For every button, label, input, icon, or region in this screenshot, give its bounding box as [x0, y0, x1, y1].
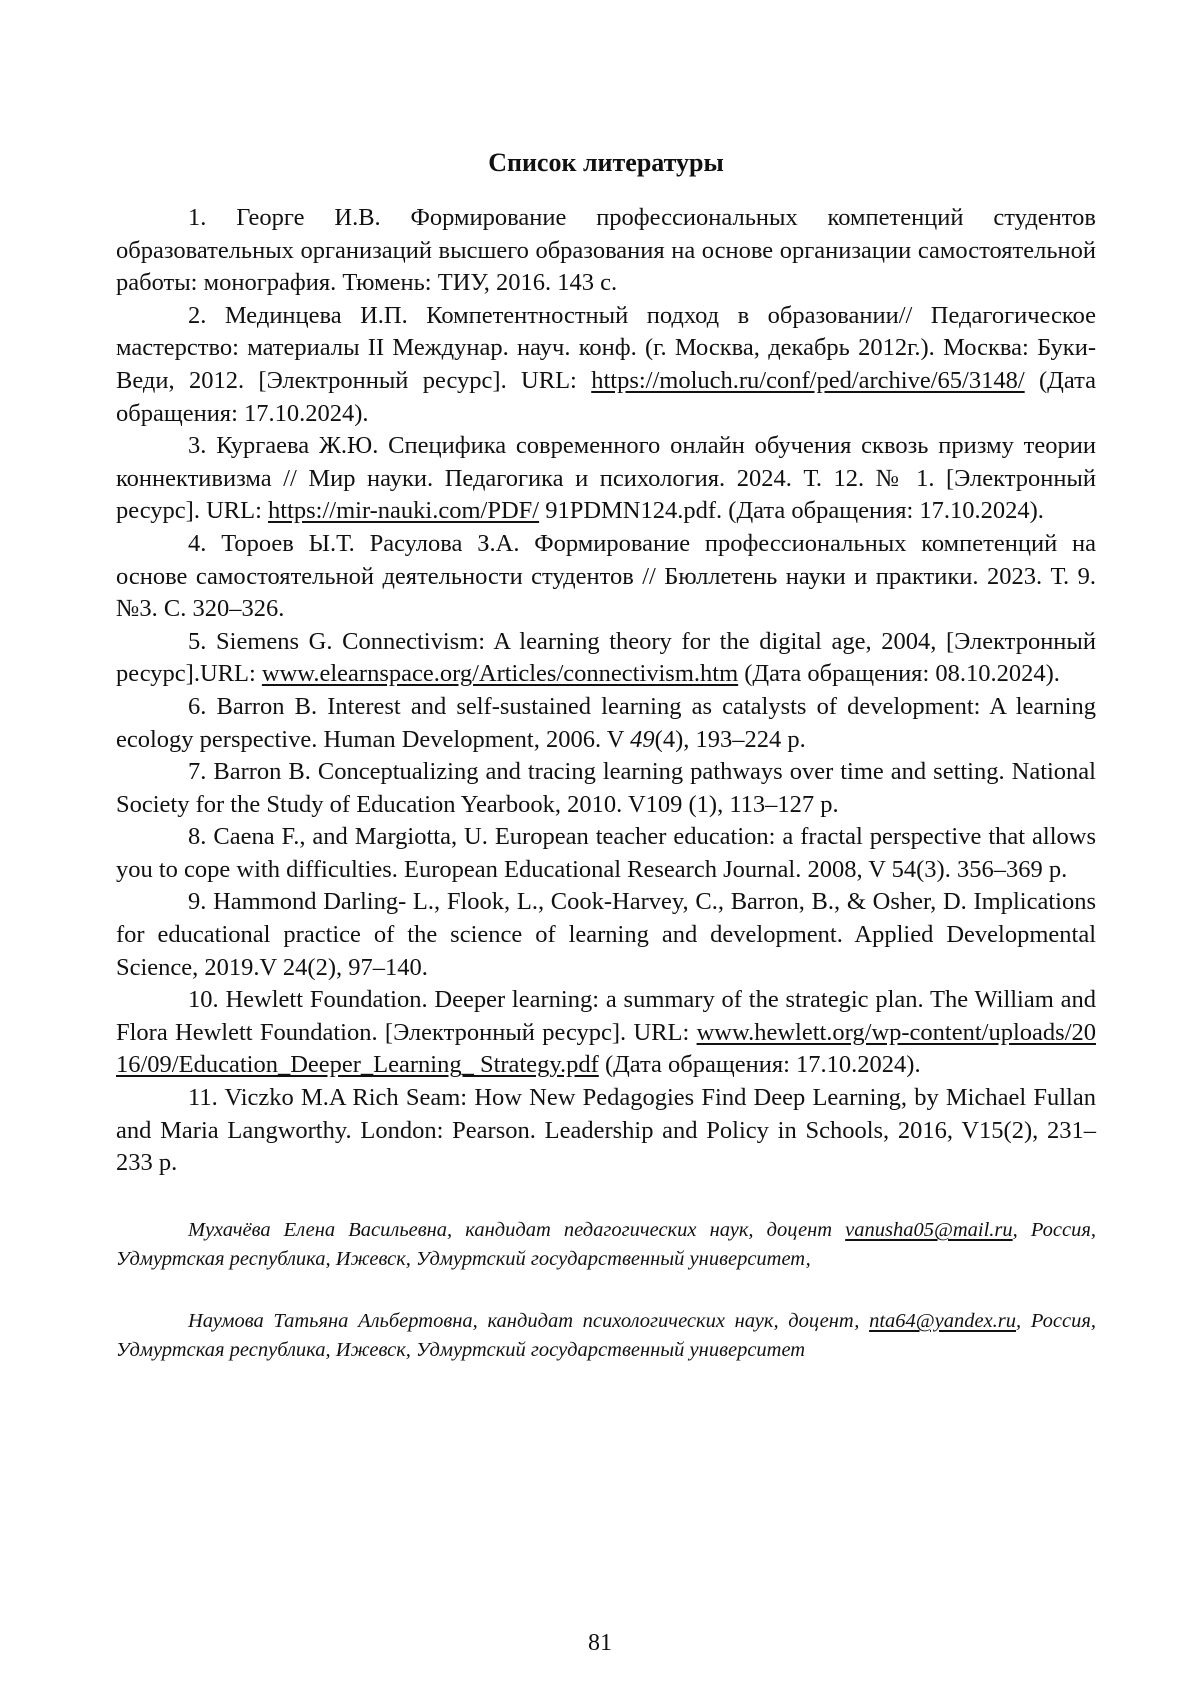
reference-item-9 — [116, 886, 1096, 984]
reference-text-after: 91PDMN124.pdf. (Дата обращения: 17.10.2024). — [539, 497, 1044, 525]
author-text: Наумова Татьяна Альбертовна, кандидат психологических наук, доцент, — [188, 1309, 870, 1332]
reference-url-link[interactable]: https://mir-nauki.com/PDF/ — [268, 497, 540, 525]
reference-text: 5. Siemens G. Connectivism: A learning theory for the digital age, 2004, [Электронный ресурс].URL: — [116, 627, 1096, 688]
section-title: Список литературы — [488, 148, 724, 177]
reference-item-4 — [116, 528, 1096, 626]
reference-volume-italic: 49 — [630, 725, 655, 753]
author-info-2 — [116, 1307, 1096, 1365]
reference-text: 10. Hewlett Foundation. Deeper learning: a summary of the strategic plan. The William and Flora Hewlett Foundation. [Электронный ресурс]. URL: — [116, 986, 1096, 1046]
reference-item-3 — [116, 430, 1096, 528]
reference-text: 2. Мединцева И.П. Компетентностный подход в образовании// Педагогическое мастерство: материалы II Междунар. науч. конф. (г. Москва, декабрь 2012г.). Москва: Буки-Веди, 2012. [Электронный ресурс]. URL: — [116, 301, 1096, 394]
author-email-link[interactable]: vanusha05@mail.ru — [845, 1218, 1013, 1241]
author-affiliation: , Россия, Удмуртская республика, Ижевск, Удмуртский государственный университет — [116, 1309, 1096, 1361]
reference-text-after: (Дата обращения: 17.10.2024). — [116, 366, 1096, 427]
reference-text: 1. Георге И.В. Формирование профессиональных компетенций студентов образовательных организаций высшего образования на основе организации самостоятельной работы: монография. Тюмень: ТИУ, 2016. 143 с. — [116, 204, 1096, 297]
page-content — [116, 146, 1096, 1365]
reference-item-11 — [116, 1082, 1096, 1180]
reference-list — [116, 202, 1096, 1180]
reference-text-after: (4), 193–224 p. — [654, 725, 806, 753]
reference-item-5 — [116, 626, 1096, 691]
reference-url-link[interactable]: https://moluch.ru/conf/ped/archive/65/3148/ — [591, 366, 1025, 394]
reference-text: 3. Кургаева Ж.Ю. Специфика современного онлайн обучения сквозь призму теории коннективизма // Мир науки. Педагогика и психология. 2024. Т. 12. № 1. [Электронный ресурс]. URL: — [116, 432, 1096, 525]
reference-text: 4. Тороев Ы.Т. Расулова З.А. Формирование профессиональных компетенций на основе самостоятельной деятельности студентов // Бюллетень науки и практики. 2023. Т. 9. №3. С. 320–326. — [116, 529, 1096, 623]
author-info-1 — [116, 1216, 1096, 1274]
reference-url-link[interactable]: www.hewlett.org/wp-content/uploads/2016/09/Education_Deeper_Learning_ Strategy.pdf — [116, 1018, 1096, 1079]
reference-item-1 — [116, 202, 1096, 300]
reference-item-7 — [116, 756, 1096, 821]
reference-item-2 — [116, 300, 1096, 430]
author-text: Мухачёва Елена Васильевна, кандидат педагогических наук, доцент — [188, 1218, 846, 1241]
page-number: 81 — [588, 1630, 612, 1656]
reference-text: 11. Viczko M.A Rich Seam: How New Pedagogies Find Deep Learning, by Michael Fullan and Maria Langworthy. London: Pearson. Leadership and Policy in Schools, 2016, V15(2), 231–233 p. — [116, 1084, 1096, 1177]
reference-text: 8. Caena F., and Margiotta, U. European teacher education: a fractal perspective that allows you to cope with difficulties. European Educational Research Journal. 2008, V 54(3). 356–369 p. — [116, 823, 1096, 883]
author-affiliation: , Россия, Удмуртская республика, Ижевск, Удмуртский государственный университет, — [116, 1218, 1096, 1270]
reference-item-8 — [116, 821, 1096, 886]
reference-text: 6. Barron B. Interest and self-sustained learning as catalysts of development: A learning ecology perspective. Human Development, 2006. V — [116, 692, 1096, 753]
reference-text-after: (Дата обращения: 17.10.2024). — [598, 1051, 921, 1079]
reference-text: 7. Barron B. Conceptualizing and tracing learning pathways over time and setting. National Society for the Study of Education Yearbook, 2010. V109 (1), 113–127 p. — [116, 758, 1096, 818]
reference-url-link[interactable]: www.elearnspace.org/Articles/connectivism.htm — [261, 660, 739, 688]
reference-item-10 — [116, 984, 1096, 1082]
author-email-link[interactable]: nta64@yandex.ru — [869, 1309, 1017, 1332]
reference-item-6 — [116, 691, 1096, 756]
reference-text: 9. Hammond Darling- L., Flook, L., Cook-Harvey, C., Barron, B., & Osher, D. Implications for educational practice of the science of learning and development. Applied Developmental Science, 2019.V 24(2), 97–140. — [116, 888, 1096, 981]
reference-text-after: (Дата обращения: 08.10.2024). — [738, 660, 1060, 688]
